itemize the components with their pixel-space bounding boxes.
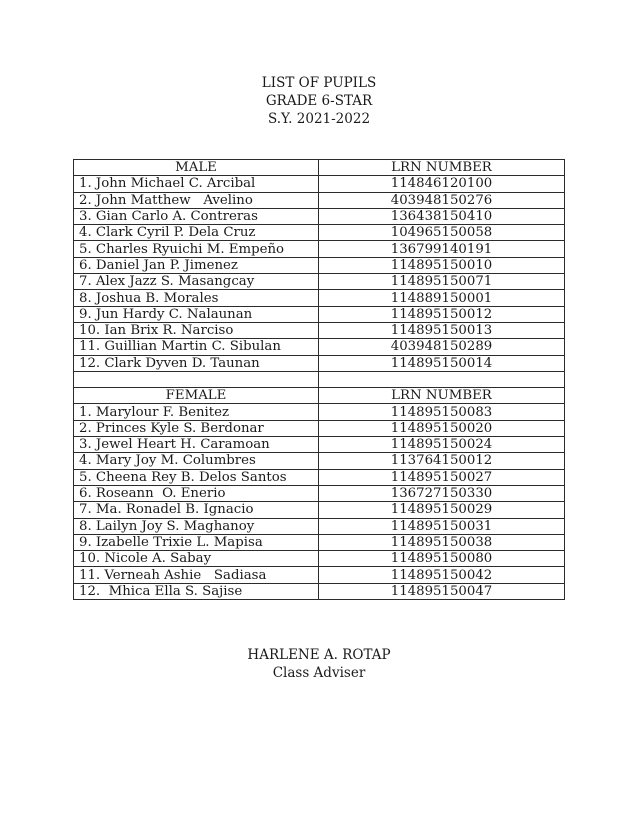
pupil-name-cell: 5. Cheena Rey B. Delos Santos	[74, 469, 319, 485]
lrn-number-cell: 403948150289	[319, 339, 565, 355]
table-row	[74, 306, 565, 322]
table-row	[74, 469, 565, 485]
pupil-name-cell: 1. John Michael C. Arcibal	[74, 176, 319, 192]
pupil-name-cell: 5. Charles Ryuichi M. Empeño	[74, 241, 319, 257]
female-column-header: FEMALE	[74, 388, 319, 404]
table-row	[74, 583, 565, 599]
blank-separator-row	[74, 371, 565, 387]
table-row	[74, 551, 565, 567]
lrn-number-cell: 114895150083	[319, 404, 565, 420]
pupil-name-cell: 2. John Matthew Avelino	[74, 192, 319, 208]
female-lrn-column-header: LRN NUMBER	[319, 388, 565, 404]
table-row	[74, 339, 565, 355]
table-row	[74, 453, 565, 469]
table-row	[74, 567, 565, 583]
male-header-row	[74, 160, 565, 176]
lrn-number-cell: 114895150012	[319, 306, 565, 322]
roster-body	[74, 160, 565, 600]
male-lrn-column-header: LRN NUMBER	[319, 160, 565, 176]
pupil-name-cell: 3. Gian Carlo A. Contreras	[74, 208, 319, 224]
table-row	[74, 290, 565, 306]
table-row	[74, 518, 565, 534]
grade-section-label: GRADE 6-STAR	[265, 93, 373, 109]
blank-cell	[74, 371, 319, 387]
lrn-number-cell: 114895150038	[319, 534, 565, 550]
pupil-name-cell: 9. Izabelle Trixie L. Mapisa	[74, 534, 319, 550]
table-row	[74, 437, 565, 453]
pupil-name-cell: 4. Clark Cyril P. Dela Cruz	[74, 225, 319, 241]
table-row	[74, 257, 565, 273]
lrn-number-cell: 114846120100	[319, 176, 565, 192]
table-row	[74, 192, 565, 208]
lrn-number-cell: 114895150080	[319, 551, 565, 567]
lrn-number-cell: 136799140191	[319, 241, 565, 257]
adviser-name: HARLENE A. ROTAP	[247, 647, 391, 663]
table-row	[74, 404, 565, 420]
lrn-number-cell: 104965150058	[319, 225, 565, 241]
lrn-number-cell: 113764150012	[319, 453, 565, 469]
lrn-number-cell: 136727150330	[319, 485, 565, 501]
table-row	[74, 502, 565, 518]
pupil-name-cell: 8. Joshua B. Morales	[74, 290, 319, 306]
lrn-number-cell: 114895150010	[319, 257, 565, 273]
lrn-number-cell: 136438150410	[319, 208, 565, 224]
pupil-name-cell: 3. Jewel Heart H. Caramoan	[74, 437, 319, 453]
table-row	[74, 208, 565, 224]
pupil-name-cell: 8. Lailyn Joy S. Maghanoy	[74, 518, 319, 534]
pupil-name-cell: 2. Princes Kyle S. Berdonar	[74, 420, 319, 436]
pupil-name-cell: 11. Guillian Martin C. Sibulan	[74, 339, 319, 355]
pupil-name-cell: 9. Jun Hardy C. Nalaunan	[74, 306, 319, 322]
document-title: LIST OF PUPILS	[261, 75, 377, 91]
lrn-number-cell: 114895150013	[319, 322, 565, 338]
lrn-number-cell: 114889150001	[319, 290, 565, 306]
male-column-header: MALE	[74, 160, 319, 176]
female-header-row	[74, 388, 565, 404]
lrn-number-cell: 114895150020	[319, 420, 565, 436]
lrn-number-cell: 114895150047	[319, 583, 565, 599]
lrn-number-cell: 114895150042	[319, 567, 565, 583]
table-row	[74, 225, 565, 241]
pupil-name-cell: 11. Verneah Ashie Sadiasa	[74, 567, 319, 583]
pupil-name-cell: 12. Mhica Ella S. Sajise	[74, 583, 319, 599]
pupil-name-cell: 7. Ma. Ronadel B. Ignacio	[74, 502, 319, 518]
pupil-name-cell: 4. Mary Joy M. Columbres	[74, 453, 319, 469]
pupil-name-cell: 7. Alex Jazz S. Masangcay	[74, 274, 319, 290]
pupil-name-cell: 10. Nicole A. Sabay	[74, 551, 319, 567]
table-row	[74, 485, 565, 501]
lrn-number-cell: 403948150276	[319, 192, 565, 208]
pupil-name-cell: 10. Ian Brix R. Narciso	[74, 322, 319, 338]
lrn-number-cell: 114895150014	[319, 355, 565, 371]
table-row	[74, 534, 565, 550]
table-row	[74, 420, 565, 436]
lrn-number-cell: 114895150024	[319, 437, 565, 453]
pupil-name-cell: 12. Clark Dyven D. Taunan	[74, 355, 319, 371]
adviser-title: Class Adviser	[272, 665, 366, 681]
table-row	[74, 322, 565, 338]
lrn-number-cell: 114895150031	[319, 518, 565, 534]
blank-cell	[319, 371, 565, 387]
pupil-name-cell: 6. Roseann O. Enerio	[74, 485, 319, 501]
table-row	[74, 176, 565, 192]
school-year-label: S.Y. 2021-2022	[267, 111, 371, 127]
pupil-name-cell: 6. Daniel Jan P. Jimenez	[74, 257, 319, 273]
pupil-name-cell: 1. Marylour F. Benitez	[74, 404, 319, 420]
table-row	[74, 241, 565, 257]
table-row	[74, 355, 565, 371]
lrn-number-cell: 114895150071	[319, 274, 565, 290]
pupil-roster-table	[73, 159, 565, 600]
lrn-number-cell: 114895150027	[319, 469, 565, 485]
lrn-number-cell: 114895150029	[319, 502, 565, 518]
table-row	[74, 274, 565, 290]
